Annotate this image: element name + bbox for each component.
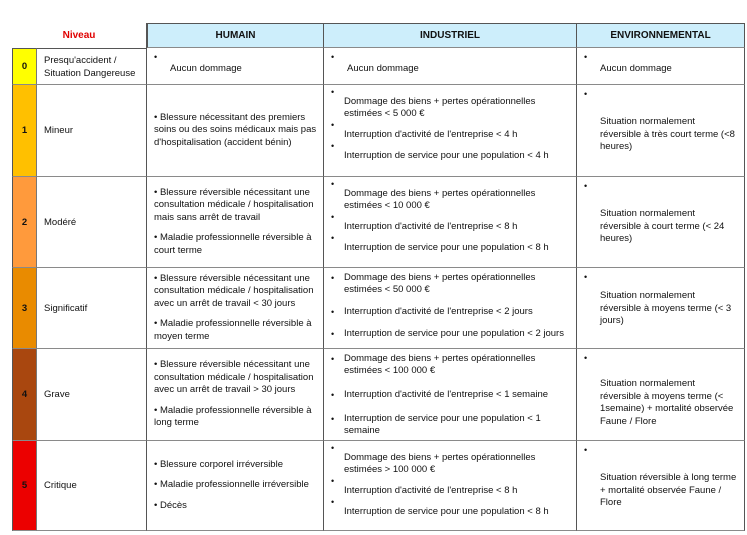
level-number: 0 [12, 48, 37, 85]
humain-item: • Maladie professionnelle réversible à moyen terme [154, 318, 312, 342]
environnemental-text: Situation normalement réversible à très court terme (<8 heures) [600, 116, 735, 152]
level-label: Mineur [37, 85, 147, 177]
bullet-icon: • [331, 52, 335, 62]
environnemental-cell [577, 349, 745, 441]
humain-cell [147, 349, 324, 441]
environnemental-cell [577, 441, 745, 531]
level-label: Modéré [37, 177, 147, 268]
industriel-item: • Interruption d'activité de l'entreprise < 8 h [331, 478, 570, 497]
humain-item: • Blessure réversible nécessitant une consultation médicale / hospitalisation avec un arrêt de travail < 30 jours [154, 272, 314, 309]
bullet-icon: • [584, 89, 588, 99]
header-industriel: INDUSTRIEL [324, 23, 577, 48]
industriel-cell [324, 349, 577, 441]
environnemental-cell [577, 85, 745, 177]
industriel-item: • Dommage des biens + pertes opérationnelles estimées < 50 000 € [331, 272, 570, 296]
header-niveau: Niveau [12, 23, 147, 48]
environnemental-text: Situation normalement réversible à court terme (< 24 heures) [600, 208, 725, 244]
industriel-item: • Interruption d'activité de l'entreprise < 1 semaine [331, 389, 570, 401]
humain-cell [147, 85, 324, 177]
environnemental-text: Aucun dommage [600, 63, 672, 74]
industriel-cell [324, 48, 577, 85]
industriel-cell [324, 441, 577, 531]
industriel-cell [324, 85, 577, 177]
environnemental-text: Situation normalement réversible à moyens terme (< 1semaine) + mortalité observée Faune / Flore [600, 378, 734, 427]
industriel-item: • Interruption de service pour une population < 4 h [331, 143, 570, 162]
bullet-icon: • [584, 445, 588, 455]
humain-item: • Maladie professionnelle réversible à court terme [154, 232, 312, 256]
bullet-icon: • [584, 52, 588, 62]
industriel-cell [324, 177, 577, 268]
industriel-item: • Interruption de service pour une population < 8 h [331, 499, 570, 518]
industriel-item: • Interruption de service pour une population < 8 h [331, 235, 570, 254]
bullet-icon: • [154, 52, 158, 62]
bullet-icon: • [584, 353, 588, 363]
humain-text: Aucun dommage [170, 63, 242, 74]
bullet-icon: • [584, 272, 588, 282]
industriel-item: • Dommage des biens + pertes opérationnelles estimées < 100 000 € [331, 353, 570, 377]
humain-cell [147, 268, 324, 349]
industriel-item: • Dommage des biens + pertes opérationnelles estimées < 10 000 € [331, 181, 570, 212]
bullet-icon: • [584, 181, 588, 191]
level-label: Presqu'accident / Situation Dangereuse [37, 48, 147, 85]
level-number: 2 [12, 177, 37, 268]
environnemental-cell [577, 268, 745, 349]
industriel-item: • Interruption d'activité de l'entreprise < 8 h [331, 214, 570, 233]
humain-item: • Blessure réversible nécessitant une consultation médicale / hospitalisation mais sans arrêt de travail [154, 186, 314, 223]
industriel-item: • Dommage des biens + pertes opérationnelles estimées < 5 000 € [331, 89, 570, 120]
environnemental-text: Situation normalement réversible à moyens terme (< 3 jours) [600, 290, 732, 326]
environnemental-text: Situation réversible à long terme + mortalité observée Faune / Flore [600, 472, 737, 508]
humain-cell [147, 48, 324, 85]
humain-item: • Blessure corporel irréversible [154, 458, 283, 470]
environnemental-cell [577, 177, 745, 268]
humain-cell [147, 441, 324, 531]
industriel-item: • Interruption de service pour une population < 1 semaine [331, 413, 570, 437]
level-number: 1 [12, 85, 37, 177]
industriel-item: • Interruption d'activité de l'entreprise < 4 h [331, 122, 570, 141]
humain-item: • Blessure réversible nécessitant une consultation médicale / hospitalisation avec un arrêt de travail > 30 jours [154, 359, 314, 396]
industriel-cell [324, 268, 577, 349]
header-environnemental: ENVIRONNEMENTAL [577, 23, 745, 48]
humain-item: • Blessure nécessitant des premiers soins ou des soins médicaux mais pas d'hospitalisation (accident bénin) [154, 111, 317, 148]
humain-item: • Maladie professionnelle irréversible [154, 479, 309, 491]
level-label: Critique [37, 441, 147, 531]
level-number: 4 [12, 349, 37, 441]
environnemental-cell [577, 48, 745, 85]
humain-item: • Maladie professionnelle réversible à long terme [154, 404, 312, 429]
industriel-item: • Dommage des biens + pertes opérationnelles estimées > 100 000 € [331, 445, 570, 476]
industriel-item: • Interruption de service pour une population < 2 jours [331, 328, 570, 340]
header-humain: HUMAIN [147, 23, 324, 48]
level-number: 5 [12, 441, 37, 531]
humain-cell [147, 177, 324, 268]
level-number: 3 [12, 268, 37, 349]
severity-table [12, 23, 745, 531]
level-label: Significatif [37, 268, 147, 349]
level-label: Grave [37, 349, 147, 441]
industriel-text: Aucun dommage [347, 63, 419, 74]
humain-item: • Décès [154, 499, 187, 511]
industriel-item: • Interruption d'activité de l'entreprise < 2 jours [331, 306, 570, 318]
